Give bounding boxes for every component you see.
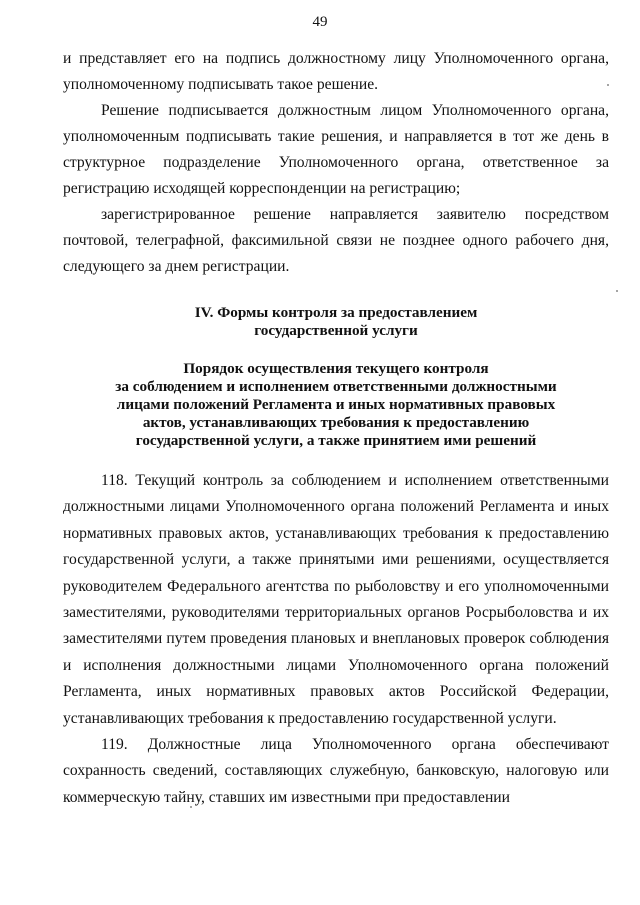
subsection-heading-line: актов, устанавливающих требования к предоставлению [142, 414, 530, 431]
paragraph-continuation: и представляет его на подпись должностному лицу Уполномоченного органа, уполномоченному подписывать такое решение. [63, 50, 609, 93]
subsection-heading-line: государственной услуги, а также принятием ими решений [135, 432, 537, 449]
paragraph-decision-signing: Решение подписывается должностным лицом Уполномоченного органа, уполномоченным подписывать такие решения, и направляется в тот же день в структурное подразделение Уполномоченного органа, ответственное за регистрацию исходящей корреспонденции на регистрацию; [63, 102, 609, 197]
section-heading-line: IV. Формы контроля за предоставлением [194, 304, 478, 321]
subsection-heading-line: лицами положений Регламента и иных нормативных правовых [116, 396, 556, 413]
page-content [63, 46, 609, 811]
section-heading [63, 304, 609, 340]
section-heading-line: государственной услуги [254, 322, 418, 339]
paragraph-118: 118. Текущий контроль за соблюдением и исполнением ответственными должностными лицами Уполномоченного органа положений Регламента и иных нормативных правовых актов, устанавливающих требования к предоставлению государственной услуги, а также принятыми ими решениями, осуществляется руководителем Федерального агентства по рыболовству и его уполномоченными заместителями, руководителями территориальных органов Росрыболовства и их заместителями путем проведения плановых и внеплановых проверок соблюдения и исполнения должностными лицами Уполномоченного органа положений Регламента, иных нормативных правовых актов Российской Федерации, устанавливающих требования к предоставлению государственной услуги. [63, 472, 609, 727]
subsection-heading-line: Порядок осуществления текущего контроля [183, 360, 489, 377]
scan-speck [616, 290, 618, 292]
page-number: 49 [312, 14, 328, 30]
paragraph-119: 119. Должностные лица Уполномоченного органа обеспечивают сохранность сведений, составляющих служебную, банковскую, налоговую или коммерческую тайну, ставших им известными при предоставлении [63, 736, 609, 806]
subsection-heading [63, 360, 609, 450]
scan-speck [190, 806, 192, 808]
paragraph-decision-sending: зарегистрированное решение направляется заявителю посредством почтовой, телеграфной, факсимильной связи не позднее одного рабочего дня, следующего за днем регистрации. [63, 206, 609, 275]
subsection-heading-line: за соблюдением и исполнением ответственными должностными [115, 378, 557, 395]
scan-speck [607, 84, 609, 86]
